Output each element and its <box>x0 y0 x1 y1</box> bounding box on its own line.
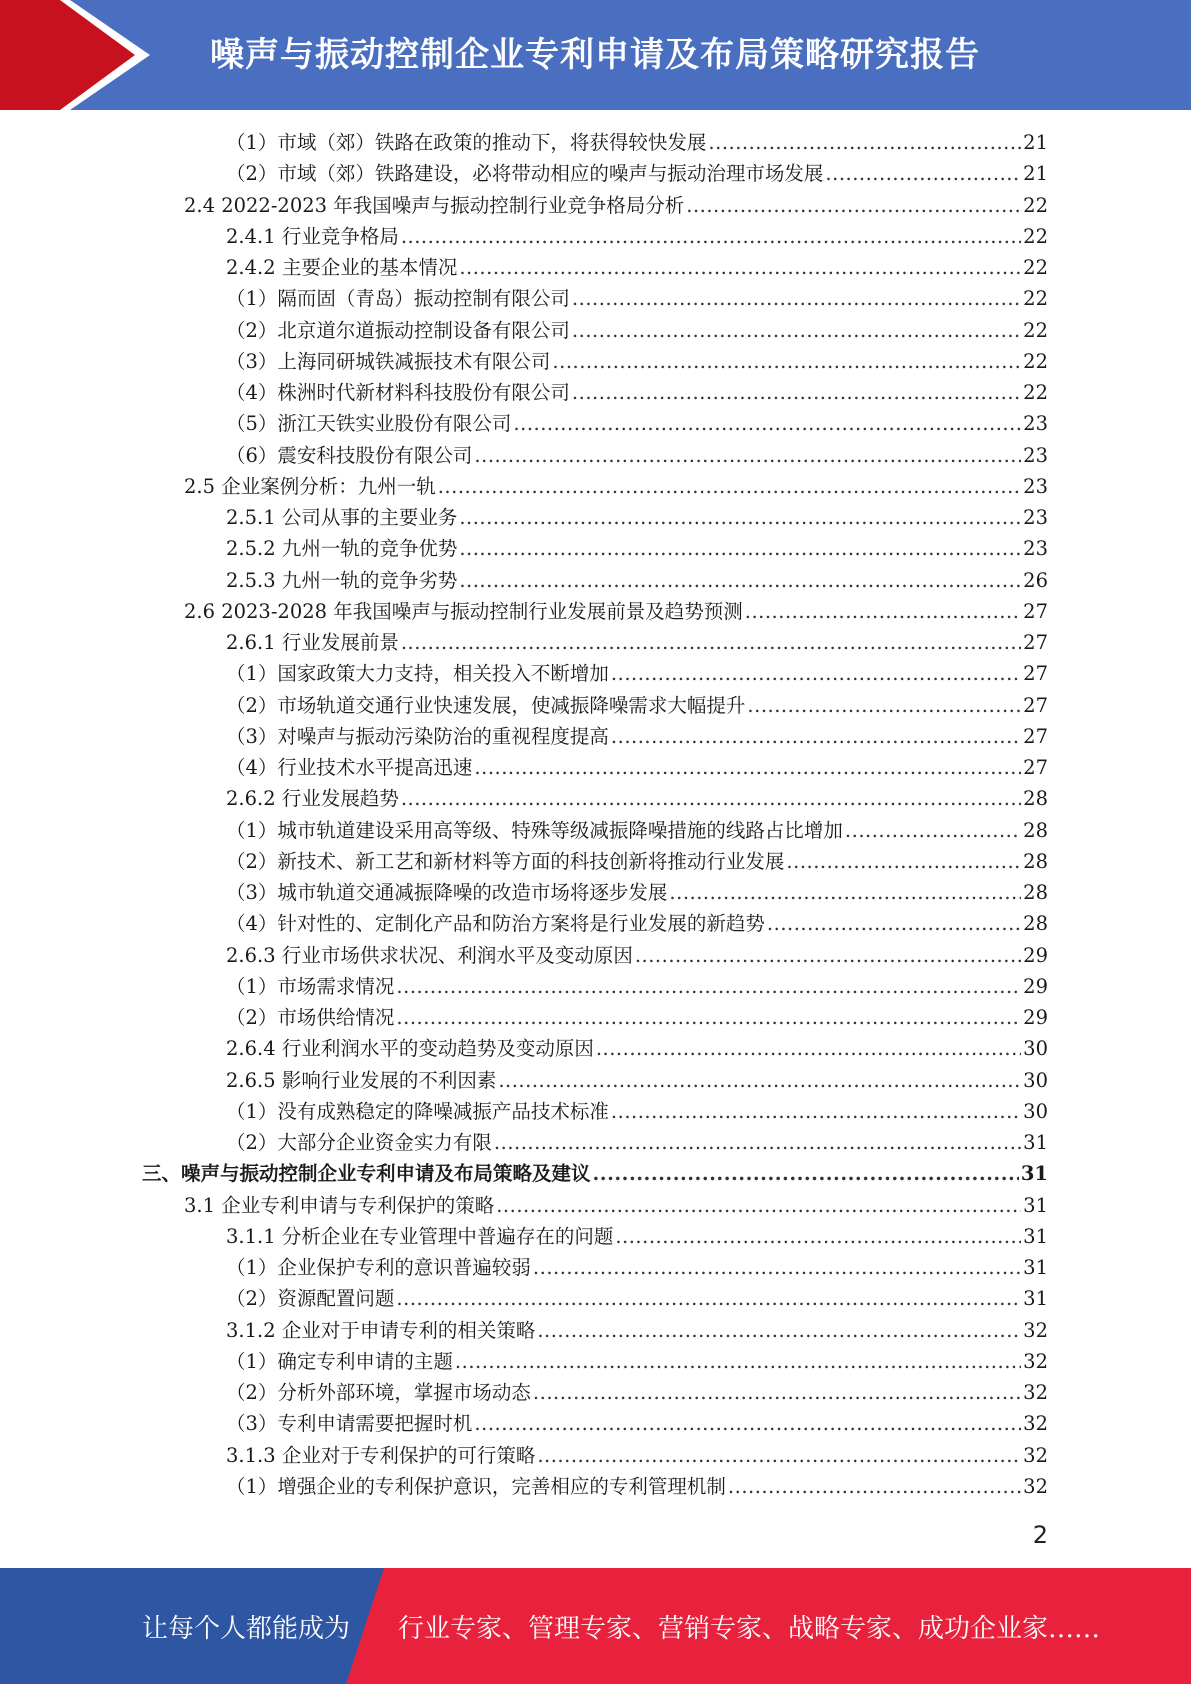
toc-entry-label: （1）国家政策大力支持，相关投入不断增加 <box>226 662 609 686</box>
toc-entry-page: 21 <box>1023 162 1048 186</box>
toc-entry[interactable] <box>226 252 1048 283</box>
page-footer <box>0 1568 1191 1684</box>
toc-dot-leader <box>401 627 1021 658</box>
toc-dot-leader <box>635 940 1021 971</box>
toc-dot-leader <box>513 408 1021 439</box>
toc-dot-leader <box>611 658 1021 689</box>
toc-entry[interactable] <box>226 1002 1048 1033</box>
toc-entry-label: 3.1.2 企业对于申请专利的相关策略 <box>226 1318 536 1342</box>
toc-entry-label: 2.5 企业案例分析：九州一轨 <box>184 474 436 498</box>
toc-entry-label: 2.4.2 主要企业的基本情况 <box>226 256 458 279</box>
toc-entry[interactable] <box>226 1127 1048 1158</box>
toc-entry-page: 32 <box>1023 1412 1048 1436</box>
toc-dot-leader <box>669 877 1021 908</box>
footer-slogan: 让每个人都能成为 <box>142 1614 351 1644</box>
toc-dot-leader <box>552 346 1021 377</box>
toc-entry-label: （4）行业技术水平提高迅速 <box>226 756 473 779</box>
toc-entry-page: 21 <box>1023 131 1048 154</box>
toc-entry-page: 31 <box>1023 1193 1048 1217</box>
toc-entry-label: 2.4 2022-2023 年我国噪声与振动控制行业竞争格局分析 <box>184 193 685 217</box>
toc-entry-page: 28 <box>1023 818 1048 842</box>
toc-entry-page: 31 <box>1023 1256 1048 1279</box>
toc-entry[interactable] <box>226 1377 1048 1408</box>
toc-entry[interactable] <box>226 658 1048 689</box>
toc-dot-leader <box>615 1221 1021 1252</box>
toc-dot-leader <box>459 502 1021 533</box>
toc-entry[interactable] <box>226 158 1048 189</box>
toc-dot-leader <box>686 190 1021 221</box>
toc-dot-leader <box>747 690 1021 721</box>
toc-dot-leader <box>708 127 1021 158</box>
toc-entry-label: （2）分析外部环境，掌握市场动态 <box>226 1381 531 1404</box>
toc-entry-page: 22 <box>1023 224 1048 248</box>
toc-entry-page: 23 <box>1023 474 1048 498</box>
toc-entry-page: 32 <box>1023 1349 1048 1373</box>
toc-entry-page: 23 <box>1023 412 1048 436</box>
toc-entry-page: 26 <box>1023 568 1048 592</box>
toc-dot-leader <box>396 971 1021 1002</box>
toc-dot-leader <box>611 1096 1021 1127</box>
toc-dot-leader <box>474 1408 1021 1439</box>
toc-entry[interactable] <box>226 565 1048 596</box>
toc-entry-label: 2.4.1 行业竞争格局 <box>226 224 399 248</box>
toc-entry-page: 32 <box>1023 1318 1048 1342</box>
toc-dot-leader <box>474 752 1021 783</box>
toc-entry-label: 2.5.1 公司从事的主要业务 <box>226 506 458 529</box>
toc-dot-leader <box>396 1002 1021 1033</box>
toc-entry[interactable] <box>226 1096 1048 1127</box>
toc-entry[interactable] <box>226 377 1048 408</box>
toc-dot-leader <box>845 815 1021 846</box>
toc-entry-label: 2.6.3 行业市场供求状况、利润水平及变动原因 <box>226 943 633 967</box>
toc-dot-leader <box>533 1377 1021 1408</box>
toc-entry-label: （2）新技术、新工艺和新材料等方面的科技创新将推动行业发展 <box>226 849 785 873</box>
toc-dot-leader <box>786 846 1021 877</box>
toc-entry-label: 2.5.2 九州一轨的竞争优势 <box>226 537 458 561</box>
toc-entry[interactable] <box>226 1408 1048 1439</box>
toc-dot-leader <box>401 221 1021 252</box>
page-header <box>0 0 1191 110</box>
toc-entry-page: 27 <box>1023 662 1048 686</box>
toc-entry[interactable] <box>226 1471 1048 1502</box>
toc-entry-page: 23 <box>1023 537 1048 561</box>
toc-entry-label: 三、噪声与振动控制企业专利申请及布局策略及建议 <box>142 1162 591 1186</box>
toc-dot-leader <box>572 377 1021 408</box>
toc-dot-leader <box>537 1315 1021 1346</box>
toc-entry-page: 29 <box>1023 974 1048 998</box>
toc-entry-label: 2.6.1 行业发展前景 <box>226 631 399 654</box>
toc-entry[interactable] <box>184 471 1048 502</box>
toc-entry[interactable] <box>226 221 1048 252</box>
toc-entry-label: 2.6.2 行业发展趋势 <box>226 787 399 811</box>
toc-entry[interactable] <box>226 971 1048 1002</box>
toc-entry-label: （2）北京道尔道振动控制设备有限公司 <box>226 318 570 342</box>
toc-entry-page: 31 <box>1020 1162 1048 1186</box>
toc-entry-label: 2.5.3 九州一轨的竞争劣势 <box>226 568 458 592</box>
toc-entry-label: 3.1 企业专利申请与专利保护的策略 <box>184 1193 495 1217</box>
toc-dot-leader <box>496 1190 1021 1221</box>
toc-entry[interactable] <box>226 1221 1048 1252</box>
toc-dot-leader <box>593 1158 1019 1189</box>
toc-entry[interactable] <box>226 1252 1048 1283</box>
toc-entry[interactable] <box>226 815 1048 846</box>
toc-dot-leader <box>494 1127 1021 1158</box>
toc-dot-leader <box>611 721 1021 752</box>
toc-entry[interactable] <box>226 1315 1048 1346</box>
toc-entry-page: 22 <box>1023 318 1048 342</box>
toc-entry[interactable] <box>226 1440 1048 1471</box>
toc-entry-page: 32 <box>1023 1381 1048 1404</box>
footer-roles: 行业专家、管理专家、营销专家、战略专家、成功企业家…… <box>398 1614 1101 1644</box>
toc-dot-leader <box>498 1065 1021 1096</box>
toc-entry-page: 22 <box>1023 349 1048 373</box>
toc-entry[interactable] <box>226 533 1048 564</box>
toc-entry-page: 29 <box>1023 1006 1048 1029</box>
toc-dot-leader <box>825 158 1021 189</box>
toc-entry-label: 2.6.5 影响行业发展的不利因素 <box>226 1068 497 1092</box>
toc-entry-page: 30 <box>1023 1037 1048 1061</box>
toc-entry-page: 32 <box>1023 1443 1048 1467</box>
toc-entry-label: （1）增强企业的专利保护意识，完善相应的专利管理机制 <box>226 1474 726 1498</box>
toc-entry[interactable] <box>226 1065 1048 1096</box>
toc-entry-label: （1）隔而固（青岛）振动控制有限公司 <box>226 287 570 311</box>
toc-entry-page: 23 <box>1023 443 1048 467</box>
toc-entry[interactable] <box>226 783 1048 814</box>
toc-entry-label: 3.1.1 分析企业在专业管理中普遍存在的问题 <box>226 1224 614 1248</box>
toc-entry-page: 28 <box>1023 849 1048 873</box>
toc-entry-page: 28 <box>1023 912 1048 936</box>
toc-dot-leader <box>596 1033 1021 1064</box>
toc-entry-label: （2）市场轨道交通行业快速发展，使减振降噪需求大幅提升 <box>226 693 746 717</box>
toc-dot-leader <box>474 440 1021 471</box>
toc-entry-label: （3）上海同研城铁减振技术有限公司 <box>226 349 551 373</box>
toc-entry-label: （4）株洲时代新材料科技股份有限公司 <box>226 381 570 404</box>
toc-entry-label: 2.6 2023-2028 年我国噪声与振动控制行业发展前景及趋势预测 <box>184 599 743 623</box>
toc-entry-page: 22 <box>1023 256 1048 279</box>
toc-entry-label: （1）企业保护专利的意识普遍较弱 <box>226 1256 531 1279</box>
toc-entry-page: 22 <box>1023 381 1048 404</box>
toc-entry[interactable] <box>226 1283 1048 1314</box>
toc-entry[interactable] <box>226 283 1048 314</box>
toc-entry-page: 22 <box>1023 193 1048 217</box>
toc-entry[interactable] <box>142 1158 1048 1189</box>
toc-dot-leader <box>572 315 1021 346</box>
toc-entry-page: 32 <box>1023 1474 1048 1498</box>
toc-entry[interactable] <box>226 1346 1048 1377</box>
toc-entry-page: 31 <box>1023 1287 1048 1311</box>
toc-entry-page: 28 <box>1023 881 1048 904</box>
toc-entry-label: （1）市场需求情况 <box>226 974 395 998</box>
toc-entry[interactable] <box>226 721 1048 752</box>
toc-entry[interactable] <box>226 127 1048 158</box>
toc-entry[interactable] <box>226 1033 1048 1064</box>
toc-dot-leader <box>459 252 1021 283</box>
toc-dot-leader <box>533 1252 1021 1283</box>
toc-entry-label: （4）针对性的、定制化产品和防治方案将是行业发展的新趋势 <box>226 912 765 936</box>
toc-entry[interactable] <box>226 440 1048 471</box>
toc-entry-label: （2）大部分企业资金实力有限 <box>226 1131 492 1154</box>
toc-entry[interactable] <box>226 940 1048 971</box>
toc-entry[interactable] <box>184 190 1048 221</box>
toc-entry-page: 30 <box>1023 1099 1048 1123</box>
toc-entry-label: （3）城市轨道交通减振降噪的改造市场将逐步发展 <box>226 881 668 904</box>
toc-entry-page: 27 <box>1023 724 1048 748</box>
toc-entry-page: 22 <box>1023 287 1048 311</box>
toc-entry[interactable] <box>226 846 1048 877</box>
toc-dot-leader <box>401 783 1021 814</box>
toc-entry-page: 27 <box>1023 631 1048 654</box>
toc-entry-label: （6）震安科技股份有限公司 <box>226 443 473 467</box>
toc-entry-page: 29 <box>1023 943 1048 967</box>
toc-dot-leader <box>537 1440 1021 1471</box>
toc-entry[interactable] <box>226 627 1048 658</box>
toc-entry[interactable] <box>184 596 1048 627</box>
toc-entry[interactable] <box>226 752 1048 783</box>
toc-dot-leader <box>396 1283 1021 1314</box>
toc-entry-label: （3）专利申请需要把握时机 <box>226 1412 473 1436</box>
toc-entry-page: 27 <box>1023 599 1048 623</box>
toc-dot-leader <box>459 533 1021 564</box>
toc-dot-leader <box>767 908 1021 939</box>
toc-entry[interactable] <box>226 877 1048 908</box>
toc-dot-leader <box>455 1346 1021 1377</box>
toc-entry[interactable] <box>226 690 1048 721</box>
toc-entry-label: （1）没有成熟稳定的降噪减振产品技术标准 <box>226 1099 609 1123</box>
toc-entry-page: 31 <box>1023 1224 1048 1248</box>
toc-dot-leader <box>438 471 1021 502</box>
toc-entry[interactable] <box>226 908 1048 939</box>
toc-entry-label: （1）市域（郊）铁路在政策的推动下，将获得较快发展 <box>226 131 707 154</box>
page-number: 2 <box>1032 1521 1048 1549</box>
toc-entry-label: （1）确定专利申请的主题 <box>226 1349 453 1373</box>
toc-entry-label: （3）对噪声与振动污染防治的重视程度提高 <box>226 724 609 748</box>
toc-dot-leader <box>745 596 1021 627</box>
toc-entry[interactable] <box>226 502 1048 533</box>
toc-entry-label: （2）资源配置问题 <box>226 1287 395 1311</box>
toc-entry-label: （2）市场供给情况 <box>226 1006 395 1029</box>
toc-entry-label: （2）市域（郊）铁路建设，必将带动相应的噪声与振动治理市场发展 <box>226 162 824 186</box>
toc-entry-page: 27 <box>1023 693 1048 717</box>
toc-entry-label: 3.1.3 企业对于专利保护的可行策略 <box>226 1443 536 1467</box>
toc-entry[interactable] <box>226 315 1048 346</box>
toc-entry-label: （1）城市轨道建设采用高等级、特殊等级减振降噪措施的线路占比增加 <box>226 818 843 842</box>
toc-dot-leader <box>459 565 1021 596</box>
toc-entry-label: 2.6.4 行业利润水平的变动趋势及变动原因 <box>226 1037 594 1061</box>
toc-dot-leader <box>728 1471 1021 1502</box>
toc-entry-page: 27 <box>1023 756 1048 779</box>
toc-entry-page: 23 <box>1023 506 1048 529</box>
toc-entry[interactable] <box>226 408 1048 439</box>
document-title: 噪声与振动控制企业专利申请及布局策略研究报告 <box>210 35 980 75</box>
toc-dot-leader <box>572 283 1021 314</box>
toc-entry[interactable] <box>226 346 1048 377</box>
toc-entry-page: 28 <box>1023 787 1048 811</box>
toc-entry-label: （5）浙江天铁实业股份有限公司 <box>226 412 512 436</box>
toc-entry[interactable] <box>184 1190 1048 1221</box>
toc-entry-page: 31 <box>1023 1131 1048 1154</box>
toc-entry-page: 30 <box>1023 1068 1048 1092</box>
